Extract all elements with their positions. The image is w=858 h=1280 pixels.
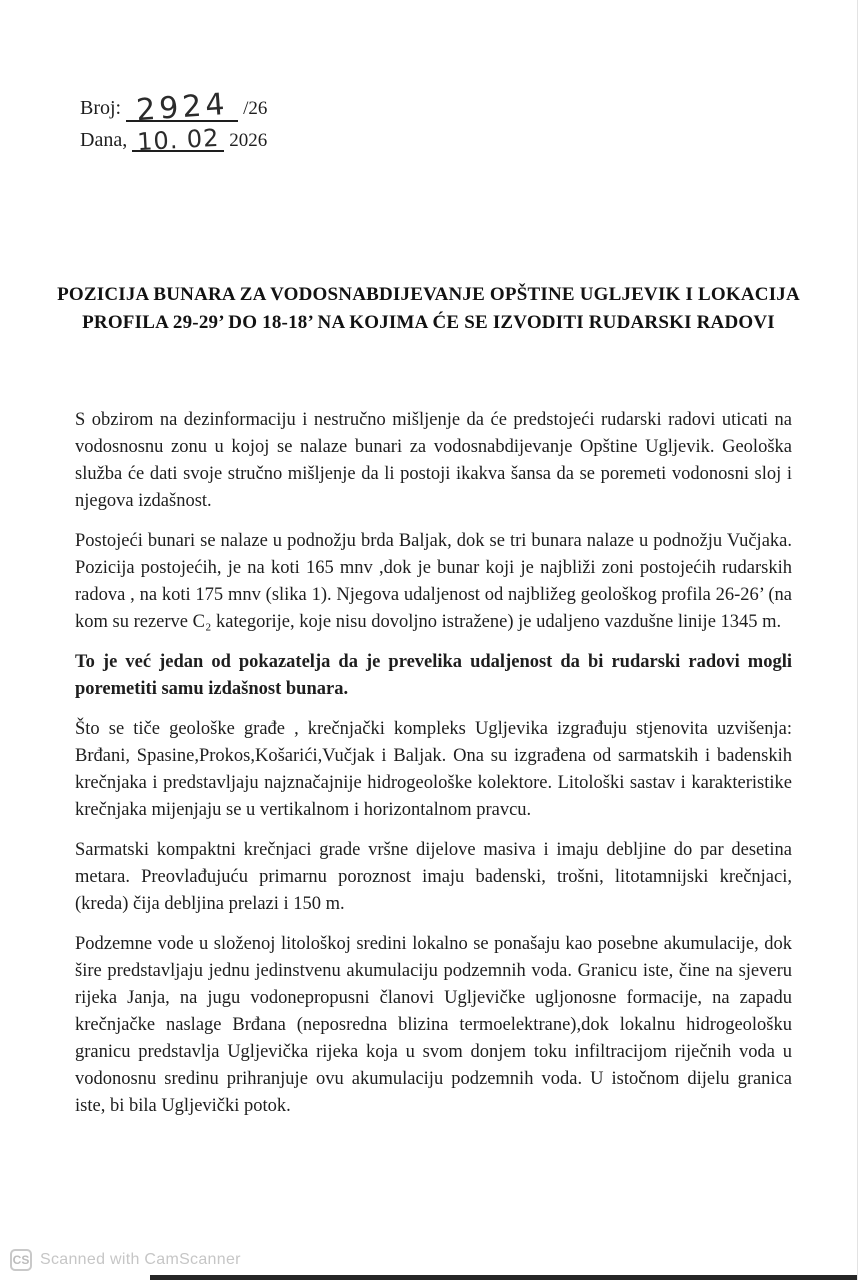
dana-label: Dana, [80, 129, 128, 151]
paragraph: S obzirom na dezinformaciju i nestručno mišljenje da će predstojeći rudarski radovi uticati na vodosnosnu zonu u kojoj se nalaze bunari za vodosnabdijevanje Opštine Ugljevik. Geološka služba će dati svoje stručno mišljenje da li postoji ikakva šansa da se poremeti vodonosni sloj i njegova izdašnost. [75, 410, 792, 511]
broj-label: Broj: [80, 97, 122, 119]
broj-handwritten-value: 2924 [135, 86, 230, 129]
paragraph: Podzemne vode u složenoj litološkoj sredini lokalno se ponašaju kao posebne akumulacije, dok šire predstavljaju jednu jedinstvenu akumulaciju podzemnih voda. Granicu iste, čine na sjeveru rijeka Janja, na jugu vodonepropusni članovi Ugljevičke ugljonosne formacije, na zapadu krečnjačke naslage Brđana (neposredna blizina termoelektrane),dok lokalnu hidrogeološku granicu predstavlja Ugljevička rijeka koja u svom donjem toku infiltracijom riječnih voda u vodonosnu sredinu prihranjuje ovu akumulaciju podzemnih voda. U istočnom dijelu granica iste, bi bila Ugljevički potok. [75, 934, 792, 1116]
camscanner-icon: CS [10, 1249, 32, 1271]
paragraph: Postojeći bunari se nalaze u podnožju brda Baljak, dok se tri bunara nalaze u podnožju Vučjaka. Pozicija postojećih, je na koti 165 mnv ,dok je bunar koji je najbliži zoni postojećih rudarskih radova , na koti 175 mnv (slika 1). Njegova udaljenost od najbližeg geološkog profila 26-26’ (na kom su rezerve C₂ kategorije, koje nisu dovoljno istražene) je udaljeno vazdušne linije 1345 m. [75, 531, 792, 632]
document-header [80, 86, 268, 157]
paragraph: Sarmatski kompaktni krečnjaci grade vršne dijelove masiva i imaju debljine do par desetina metara. Preovlađujuću primarnu poroznost imaju badenski, trošni, litotamnijski krečnjaci, (kreda) čija debljina prelazi i 150 m. [75, 840, 792, 914]
broj-suffix: /26 [243, 98, 268, 119]
broj-underline [126, 86, 238, 129]
dana-underline [132, 123, 224, 157]
broj-line [80, 86, 268, 129]
document-title [40, 281, 817, 337]
title-line-2: PROFILA 29-29’ DO 18-18’ NA KOJIMA ĆE SE IZVODITI RUDARSKI RADOVI [82, 312, 775, 333]
paragraph: Što se tiče geološke građe , krečnjački kompleks Ugljevika izgrađuju stjenovita uzvišenja: Brđani, Spasine,Prokos,Košarići,Vučjak i Baljak. Ona su izgrađena od sarmatskih i badenskih krečnjaka i predstavljaju najznačajnije hidrogeološke kolektore. Litološki sastav i karakteristike krečnjaka mijenjaju se u vertikalnom i horizontalnom pravcu. [75, 719, 792, 820]
dana-handwritten-value: 10. 02 [136, 123, 221, 157]
dana-line [80, 123, 268, 157]
paragraph-bold: To je već jedan od pokazatelja da je prevelika udaljenost da bi rudarski radovi mogli poremetiti samu izdašnost bunara. [75, 652, 792, 699]
document-body [75, 407, 792, 1133]
scan-edge-bar [150, 1275, 857, 1280]
title-line-1: POZICIJA BUNARA ZA VODOSNABDIJEVANJE OPŠTINE UGLJEVIK I LOKACIJA [57, 284, 800, 305]
dana-suffix: 2026 [229, 130, 268, 151]
camscanner-watermark [10, 1249, 241, 1271]
watermark-text: Scanned with CamScanner [40, 1251, 241, 1268]
